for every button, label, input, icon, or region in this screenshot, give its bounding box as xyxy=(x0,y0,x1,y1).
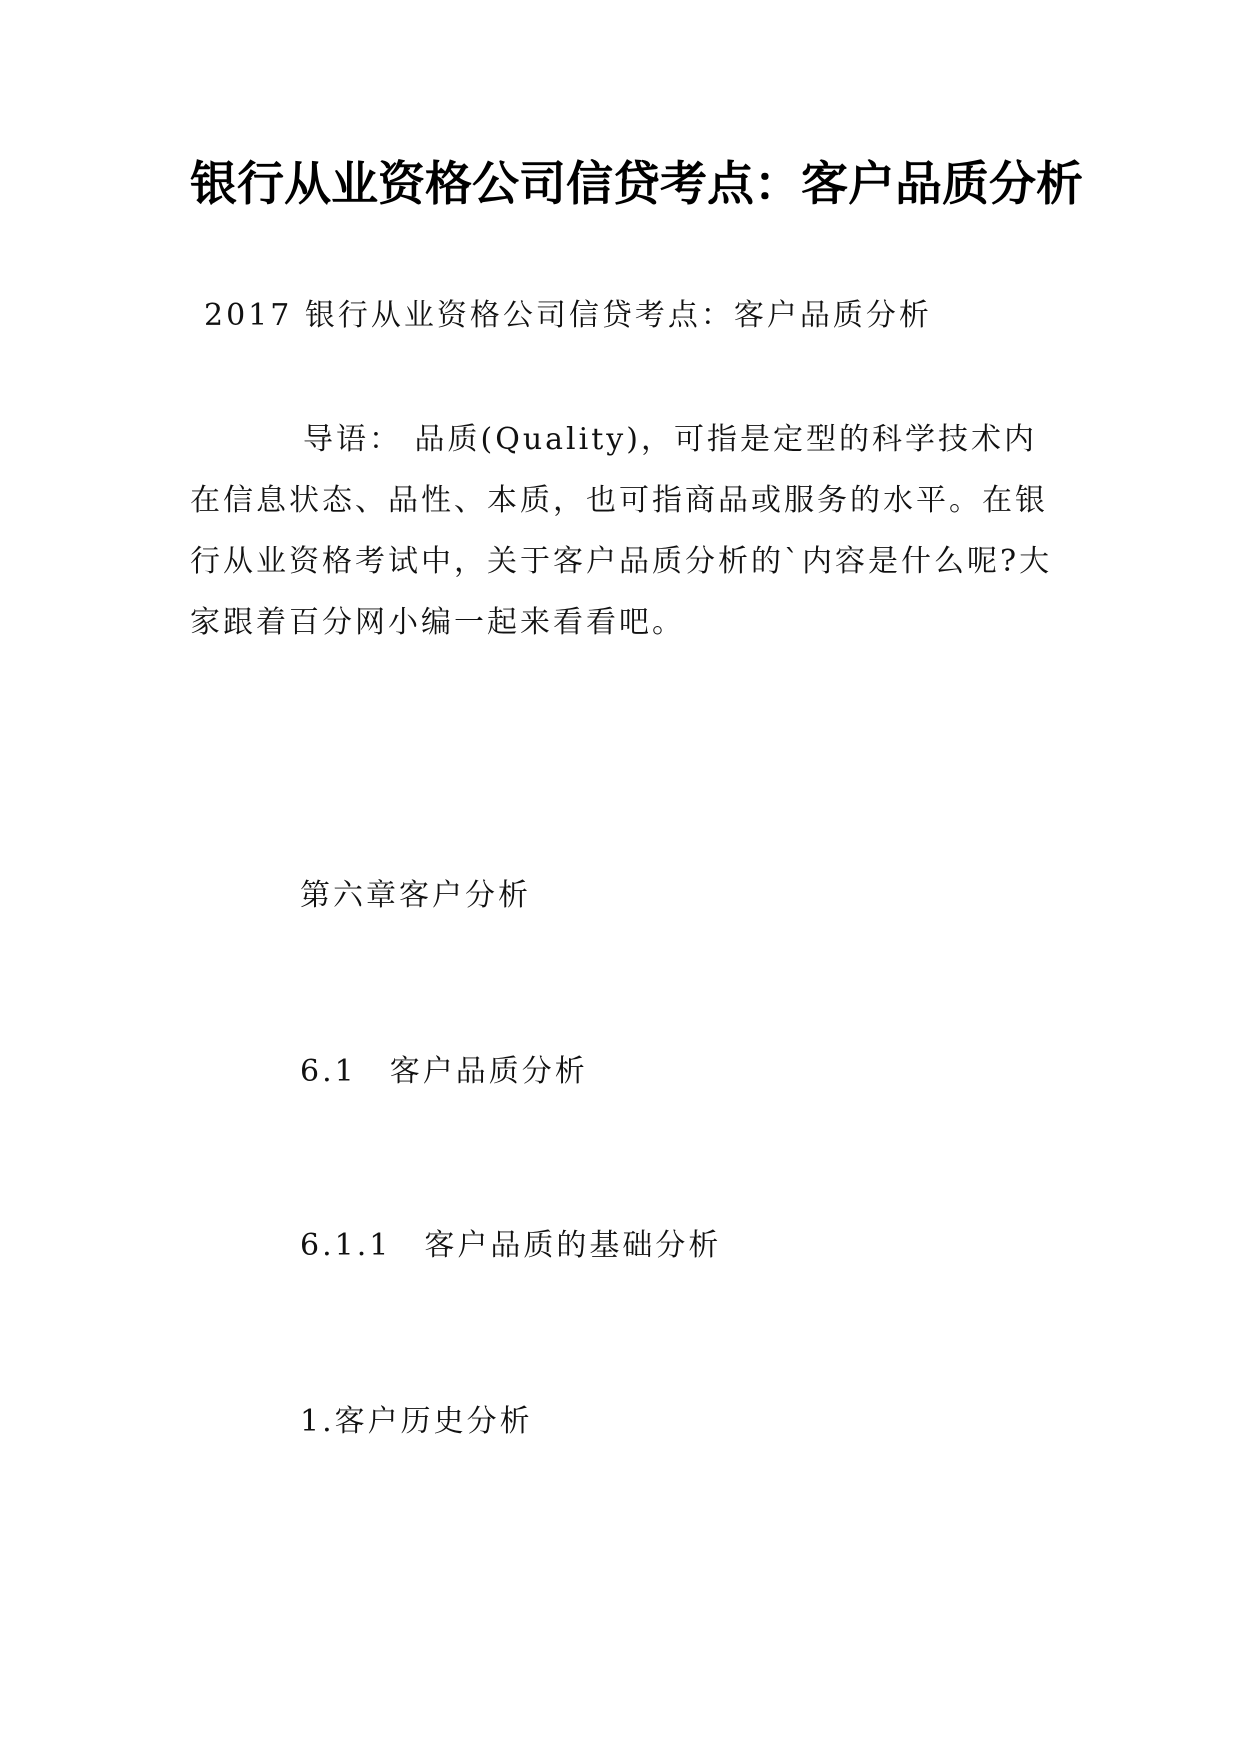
section-heading: 6.1 客户品质分析 xyxy=(300,1054,588,1089)
document-subtitle: 2017 银行从业资格公司信贷考点：客户品质分析 xyxy=(204,298,932,333)
intro-paragraph: 导语： 品质(Quality)，可指是定型的科学技术内在信息状态、品性、本质，也可指商品或服务的水平。在银行从业资格考试中，关于客户品质分析的`内容是什么呢?大家跟着百分网小编一起来看看吧。 xyxy=(190,422,1053,640)
subsection-heading: 6.1.1 客户品质的基础分析 xyxy=(300,1228,722,1263)
chapter-heading: 第六章客户分析 xyxy=(300,878,531,913)
item-heading: 1.客户历史分析 xyxy=(300,1404,533,1439)
document-title: 银行从业资格公司信贷考点：客户品质分析 xyxy=(190,157,1083,212)
